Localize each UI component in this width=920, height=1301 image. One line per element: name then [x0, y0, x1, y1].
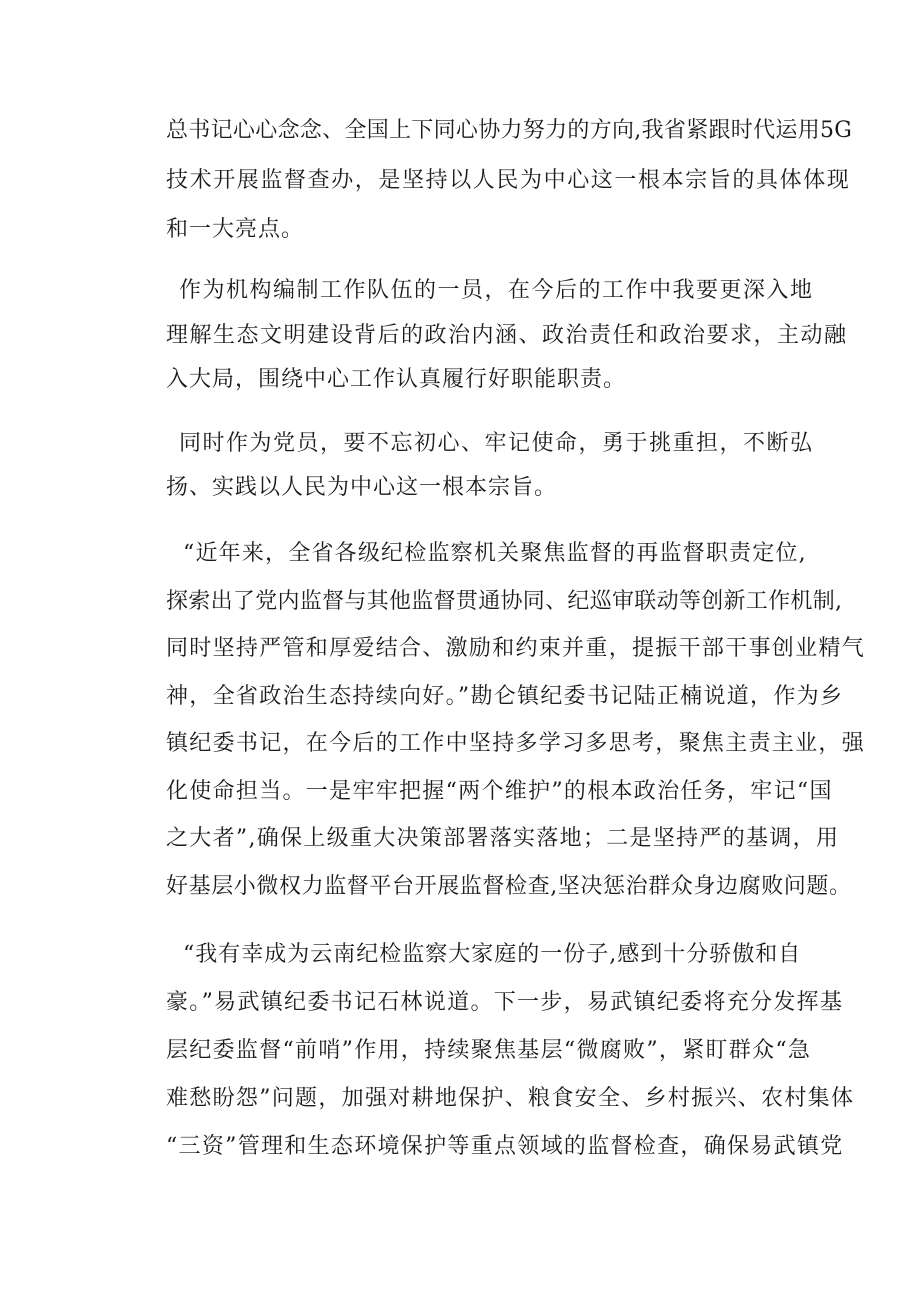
paragraph-4-line-3: 同时坚持严管和厚爱结合、激励和约束并重，提振干部干事创业精气: [166, 636, 866, 661]
paragraph-5-line-4: 难愁盼怨”问题，加强对耕地保护、粮食安全、乡村振兴、农村集体: [166, 1086, 855, 1111]
paragraph-1-line-1: 总书记心心念念、全国上下同心协力努力的方向,我省紧跟时代运用5G: [166, 118, 853, 143]
paragraph-5-line-5: “三资”管理和生态环境保护等重点领域的监督检查，确保易武镇党: [166, 1134, 844, 1159]
paragraph-5-line-2: 豪。”易武镇纪委书记石林说道。下一步，易武镇纪委将充分发挥基: [166, 990, 844, 1015]
paragraph-5-line-3: 层纪委监督“前哨”作用，持续聚焦基层“微腐败”，紧盯群众“急: [166, 1038, 812, 1063]
paragraph-4-line-8: 好基层小微权力监督平台开展监督检查,坚决惩治群众身边腐败问题。: [166, 874, 852, 899]
paragraph-1-line-3: 和一大亮点。: [166, 217, 305, 242]
paragraph-3-line-2: 扬、实践以人民为中心这一根本宗旨。: [166, 475, 558, 500]
paragraph-4-line-5: 镇纪委书记，在今后的工作中坚持多学习多思考，聚焦主责主业，强: [166, 731, 866, 756]
paragraph-4-line-4: 神，全省政治生态持续向好。”勘仑镇纪委书记陆正楠说道，作为乡: [166, 684, 844, 709]
paragraph-3-line-1: 同时作为党员，要不忘初心、牢记使命，勇于挑重担，不断弘: [179, 431, 814, 456]
paragraph-4-line-1: “近年来，全省各级纪检监察机关聚焦监督的再监督职责定位,: [183, 541, 807, 566]
paragraph-2-line-3: 入大局，围绕中心工作认真履行好职能职责。: [166, 367, 627, 392]
paragraph-1-line-2: 技术开展监督查办，是坚持以人民为中心这一根本宗旨的具体体现: [166, 168, 851, 193]
paragraph-4-line-6: 化使命担当。一是牢牢把握“两个维护”的根本政治任务，牢记“国: [166, 779, 833, 804]
paragraph-4-line-2: 探索出了党内监督与其他监督贯通协同、纪巡审联动等创新工作机制,: [166, 589, 843, 614]
paragraph-4-line-7: 之大者”,确保上级重大决策部署落实落地；二是坚持严的基调，用: [166, 826, 840, 851]
paragraph-2-line-1: 作为机构编制工作队伍的一员，在今后的工作中我要更深入地: [179, 278, 814, 303]
paragraph-2-line-2: 理解生态文明建设背后的政治内涵、政治责任和政治要求，主动融: [166, 323, 848, 348]
paragraph-5-line-1: “我有幸成为云南纪检监察大家庭的一份子,感到十分骄傲和自: [183, 942, 802, 967]
